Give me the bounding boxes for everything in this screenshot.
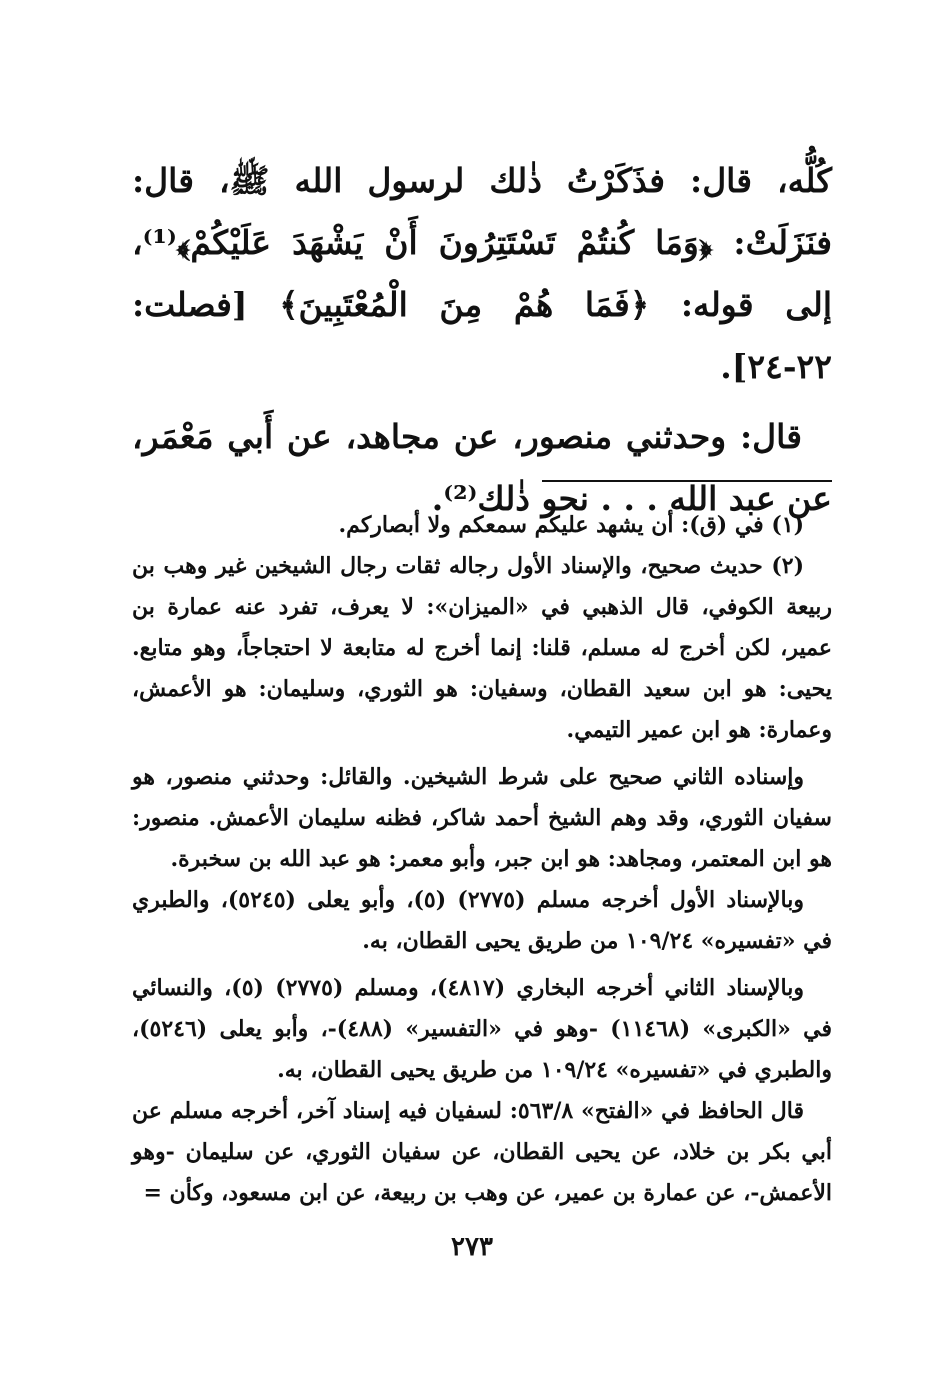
footnote-2-continuation-takhrij-2: وبالإسناد الثاني أخرجه البخاري (٤٨١٧)، ومسلم (٢٧٧٥) (٥)، والنسائي في «الكبرى» (١١٤٦٨) -وهو في «التفسير» (٤٨٨)-، وأبو يعلى (٥٢٤٦)، والطبري في «تفسيره» ١٠٩/٢٤ من طريق يحيى القطان، به. (132, 975, 832, 1083)
footnote-separator (542, 480, 832, 482)
main-paragraph-1: كُلُّه، قال: فذَكَرْتُ ذٰلك لرسول الله ﷺ، قال: فنَزَلَتْ: ﴿وَمَا كُنتُمْ تَسْتَتِرُونَ أَنْ يَشْهَدَ عَلَيْكُمْ﴾⁽¹⁾، إلى قوله: ﴿فَمَا هُمْ مِنَ الْمُعْتَبِينَ﴾ [فصلت: ٢٢-٢٤]. (132, 161, 832, 386)
footnote-1: (١) في (ق): أن يشهد عليكم سمعكم ولا أبصاركم. (338, 512, 804, 538)
footnote-2-continuation-takhrij-1: وبالإسناد الأول أخرجه مسلم (٢٧٧٥) (٥)، وأبو يعلى (٥٢٤٥)، والطبري في «تفسيره» ١٠٩/٢٤ من طريق يحيى القطان، به. (132, 887, 832, 954)
main-paragraph-2: قال: وحدثني منصور، عن مجاهد، عن أَبي مَعْمَر، عن عبد الله . . . نحو ذٰلك⁽²⁾. (132, 417, 832, 518)
footnote-2: (٢) حديث صحيح، والإسناد الأول رجاله ثقات رجال الشيخين غير وهب بن ربيعة الكوفي، قال الذهبي في «الميزان»: لا يعرف، تفرد عنه عمارة بن عمير، لكن أخرج له مسلم، قلنا: إنما أخرج له متابعة لا احتجاجاً، وهو متابع. يحيى: هو ابن سعيد القطان، وسفيان: هو الثوري، وسليمان: هو الأعمش، وعمارة: هو ابن عمير التيمي. (132, 553, 832, 743)
footnotes (132, 505, 832, 1214)
main-text (132, 150, 832, 530)
footnote-2-continuation-hafiz: قال الحافظ في «الفتح» ٥٦٣/٨: لسفيان فيه إسناد آخر، أخرجه مسلم عن أبي بكر بن خلاد، عن يحيى القطان، عن سفيان الثوري، عن سليمان -وهو الأعمش-، عن عمارة بن عمير، عن وهب بن ربيعة، عن ابن مسعود، وكأن = (132, 1098, 832, 1206)
footnote-2-continuation-isnad: وإسناده الثاني صحيح على شرط الشيخين. والقائل: وحدثني منصور، هو سفيان الثوري، وقد وهم الشيخ أحمد شاكر، فظنه سليمان الأعمش. منصور: هو ابن المعتمر، ومجاهد: هو ابن جبر، وأبو معمر: هو عبد الله بن سخبرة. (132, 764, 832, 872)
page-number: ٢٧٣ (451, 1232, 493, 1262)
